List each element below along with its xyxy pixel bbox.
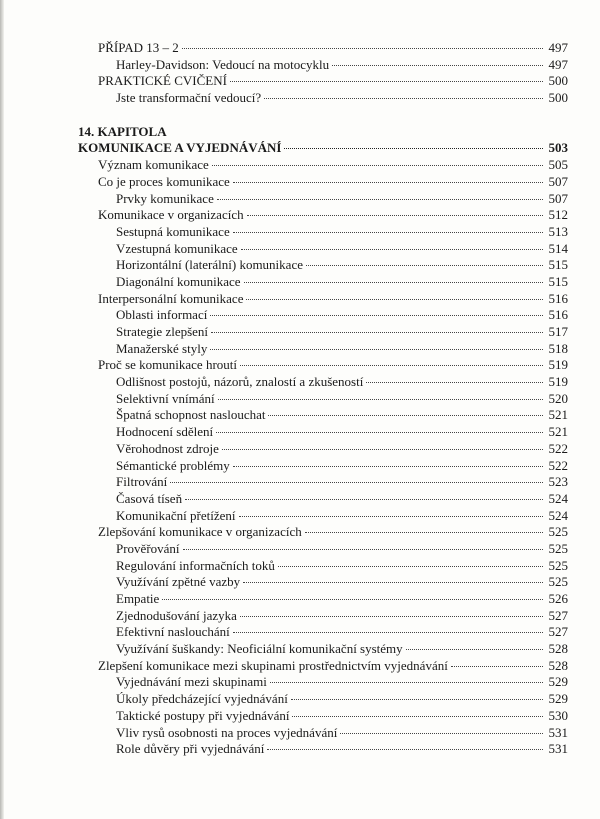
toc-entry-label: PŘÍPAD 13 – 2 <box>98 40 179 55</box>
toc-entry-label: Sémantické problémy <box>116 457 230 473</box>
chapter-page-number: 503 <box>548 140 568 156</box>
toc-entry-label: Empatie <box>116 591 160 606</box>
toc-entry-page-number: 529 <box>548 691 568 707</box>
dot-leader <box>183 549 543 550</box>
toc-entry <box>78 207 568 224</box>
toc-entry <box>78 40 568 57</box>
toc-entry <box>78 341 568 358</box>
toc-entry-page-number: 525 <box>548 557 568 573</box>
toc-entry-page-number: 514 <box>548 240 568 256</box>
toc-entry-label: Taktické postupy při vyjednávání <box>116 707 290 723</box>
toc-entry <box>78 591 568 608</box>
toc-entry <box>78 391 568 408</box>
toc-entry <box>78 608 568 625</box>
toc-entry-label: Využívání zpětné vazby <box>116 574 241 590</box>
toc-entry-page-number: 525 <box>548 540 568 556</box>
toc-entry-label: Strategie zlepšení <box>116 324 209 339</box>
dot-leader <box>212 165 543 166</box>
toc-entry <box>78 291 568 308</box>
dot-leader <box>222 449 543 450</box>
toc-entry-page-number: 500 <box>548 90 568 106</box>
dot-leader <box>406 649 543 650</box>
toc-entry-label: Zlepšování komunikace v organizacích <box>98 524 302 540</box>
toc-entry <box>78 574 568 591</box>
toc-entry-page-number: 517 <box>548 324 568 339</box>
toc-entry <box>78 658 568 675</box>
dot-leader <box>284 148 543 149</box>
toc-entry <box>78 741 568 758</box>
toc-entry-label: Filtrování <box>116 474 168 490</box>
toc-entry-label: Co je proces komunikace <box>98 173 230 189</box>
dot-leader <box>291 699 543 700</box>
toc-entry-page-number: 528 <box>548 641 568 657</box>
toc-entry <box>78 725 568 742</box>
toc-entry-page-number: 529 <box>548 674 568 690</box>
previous-chapter-entries <box>78 40 568 107</box>
dot-leader <box>218 399 543 400</box>
dot-leader <box>451 666 543 667</box>
dot-leader <box>268 415 543 416</box>
toc-entry-label: Využívání šuškandy: Neoficiální komunikační systémy <box>116 641 403 657</box>
toc-entry <box>78 541 568 558</box>
toc-entry-page-number: 500 <box>548 73 568 89</box>
toc-entry-page-number: 524 <box>548 507 568 523</box>
dot-leader <box>240 365 543 366</box>
toc-entry-label: Odlišnost postojů, názorů, znalostí a zkušeností <box>116 374 364 390</box>
dot-leader <box>170 482 543 483</box>
toc-entry <box>78 691 568 708</box>
dot-leader <box>270 682 543 683</box>
toc-entry-page-number: 522 <box>548 457 568 473</box>
dot-leader <box>210 349 543 350</box>
toc-entry-page-number: 530 <box>548 707 568 723</box>
toc-entry-page-number: 497 <box>548 40 568 55</box>
toc-entry-label: Hodnocení sdělení <box>116 424 214 440</box>
dot-leader <box>233 182 543 183</box>
toc-entry-label: Zjednodušování jazyka <box>116 607 237 623</box>
dot-leader <box>230 81 543 82</box>
toc-entry-label: PRAKTICKÉ CVIČENÍ <box>98 73 227 89</box>
toc-entry-page-number: 519 <box>548 357 568 373</box>
toc-entry-page-number: 515 <box>548 273 568 289</box>
toc-entry <box>78 241 568 258</box>
dot-leader <box>233 466 543 467</box>
toc-entry <box>78 558 568 575</box>
toc-entry-label: Selektivní vnímání <box>116 390 215 406</box>
toc-entry-label: Prvky komunikace <box>116 190 214 206</box>
dot-leader <box>210 315 543 316</box>
dot-leader <box>182 48 543 49</box>
toc-entry-label: Věrohodnost zdroje <box>116 440 219 456</box>
toc-entry-label: Interpersonální komunikace <box>98 290 244 306</box>
toc-entry-page-number: 507 <box>548 173 568 189</box>
toc-entry-page-number: 525 <box>548 574 568 590</box>
dot-leader <box>233 232 543 233</box>
toc-entry-page-number: 507 <box>548 190 568 206</box>
dot-leader <box>216 432 543 433</box>
toc-entry <box>78 708 568 725</box>
dot-leader <box>211 332 543 333</box>
dot-leader <box>185 499 543 500</box>
toc-entry-label: Role důvěry při vyjednávání <box>116 741 265 757</box>
toc-entry <box>78 274 568 291</box>
toc-entry-label: Špatná schopnost naslouchat <box>116 407 266 423</box>
toc-entry-page-number: 531 <box>548 724 568 740</box>
toc-entry <box>78 174 568 191</box>
dot-leader <box>332 65 543 66</box>
toc-entry <box>78 441 568 458</box>
toc-entry <box>78 73 568 90</box>
dot-leader <box>233 632 543 633</box>
toc-entry <box>78 524 568 541</box>
dot-leader <box>278 566 543 567</box>
toc-entry <box>78 307 568 324</box>
toc-entry <box>78 624 568 641</box>
toc-entry <box>78 157 568 174</box>
toc-entry-label: Vzestupná komunikace <box>116 240 238 256</box>
toc-entry-label: Zlepšení komunikace mezi skupinami prostřednictvím vyjednávání <box>98 657 448 673</box>
dot-leader <box>162 599 543 600</box>
dot-leader <box>246 299 543 300</box>
toc-entry <box>78 474 568 491</box>
dot-leader <box>340 733 543 734</box>
toc-entry <box>78 224 568 241</box>
dot-leader <box>292 716 543 717</box>
toc-entry-page-number: 527 <box>548 607 568 623</box>
dot-leader <box>239 516 544 517</box>
toc-entry-label: Jste transformační vedoucí? <box>116 90 262 106</box>
toc-entry-label: Význam komunikace <box>98 157 209 173</box>
toc-entry-page-number: 516 <box>548 307 568 323</box>
dot-leader <box>264 98 543 99</box>
dot-leader <box>267 749 543 750</box>
toc-entry <box>78 324 568 341</box>
toc-entry-label: Sestupná komunikace <box>116 223 230 239</box>
toc-entry-label: Vyjednávání mezi skupinami <box>116 674 267 690</box>
toc-entry <box>78 491 568 508</box>
toc-entry-page-number: 523 <box>548 474 568 490</box>
toc-entry-page-number: 531 <box>548 741 568 757</box>
toc-entry-page-number: 512 <box>548 207 568 223</box>
toc-entry-label: Horizontální (laterální) komunikace <box>116 257 303 273</box>
toc-entry-label: Komunikační přetížení <box>116 507 236 523</box>
toc-entry-label: Vliv rysů osobnosti na proces vyjednávání <box>116 724 338 740</box>
toc-entry <box>78 641 568 658</box>
chapter-number: 14. KAPITOLA <box>78 123 167 139</box>
toc-entry <box>78 90 568 107</box>
toc-entry-page-number: 518 <box>548 340 568 356</box>
page-binding-edge <box>0 0 4 819</box>
dot-leader <box>366 382 543 383</box>
toc-entry-page-number: 519 <box>548 374 568 390</box>
dot-leader <box>244 282 543 283</box>
toc-entry-page-number: 513 <box>548 223 568 239</box>
toc-entry-label: Proč se komunikace hroutí <box>98 357 237 373</box>
toc-entry <box>78 257 568 274</box>
toc-entry-page-number: 524 <box>548 490 568 506</box>
toc-entry-label: Komunikace v organizacích <box>98 207 244 223</box>
dot-leader <box>306 265 543 266</box>
toc-entry <box>78 674 568 691</box>
toc-entry <box>78 57 568 74</box>
dot-leader <box>241 249 543 250</box>
toc-entry <box>78 424 568 441</box>
toc-entry <box>78 407 568 424</box>
toc-entry <box>78 374 568 391</box>
toc-entry-label: Úkoly předcházející vyjednávání <box>116 691 288 707</box>
chapter-title: KOMUNIKACE A VYJEDNÁVÁNÍ <box>78 140 282 156</box>
toc-entry-label: Časová tíseň <box>116 490 183 506</box>
chapter-entries <box>78 157 568 758</box>
toc-entry-label: Efektivní naslouchání <box>116 624 230 640</box>
toc-entry-label: Prověřování <box>116 540 180 556</box>
toc-entry-page-number: 528 <box>548 657 568 673</box>
toc-entry-page-number: 527 <box>548 624 568 640</box>
toc-entry-page-number: 521 <box>548 424 568 440</box>
dot-leader <box>240 616 543 617</box>
toc-entry-page-number: 522 <box>548 440 568 456</box>
toc-entry-label: Harley-Davidson: Vedoucí na motocyklu <box>116 56 330 72</box>
toc-entry <box>78 508 568 525</box>
toc-entry-page-number: 526 <box>548 591 568 606</box>
toc-entry-page-number: 505 <box>548 157 568 173</box>
toc-entry <box>78 458 568 475</box>
chapter-title-row <box>78 140 568 157</box>
toc-entry-label: Oblasti informací <box>116 307 208 323</box>
dot-leader <box>247 215 543 216</box>
toc-entry-page-number: 516 <box>548 290 568 306</box>
toc-entry-page-number: 521 <box>548 407 568 423</box>
toc-entry-label: Diagonální komunikace <box>116 273 241 289</box>
toc-entry <box>78 357 568 374</box>
dot-leader <box>217 199 543 200</box>
dot-leader <box>305 532 543 533</box>
toc-entry-page-number: 520 <box>548 390 568 406</box>
toc-entry-page-number: 525 <box>548 524 568 540</box>
toc-entry-page-number: 497 <box>548 56 568 72</box>
toc-entry-page-number: 515 <box>548 257 568 273</box>
toc-entry-label: Regulování informačních toků <box>116 557 275 573</box>
toc-entry <box>78 191 568 208</box>
table-of-contents <box>78 40 568 758</box>
dot-leader <box>243 582 543 583</box>
toc-entry-label: Manažerské styly <box>116 340 208 356</box>
